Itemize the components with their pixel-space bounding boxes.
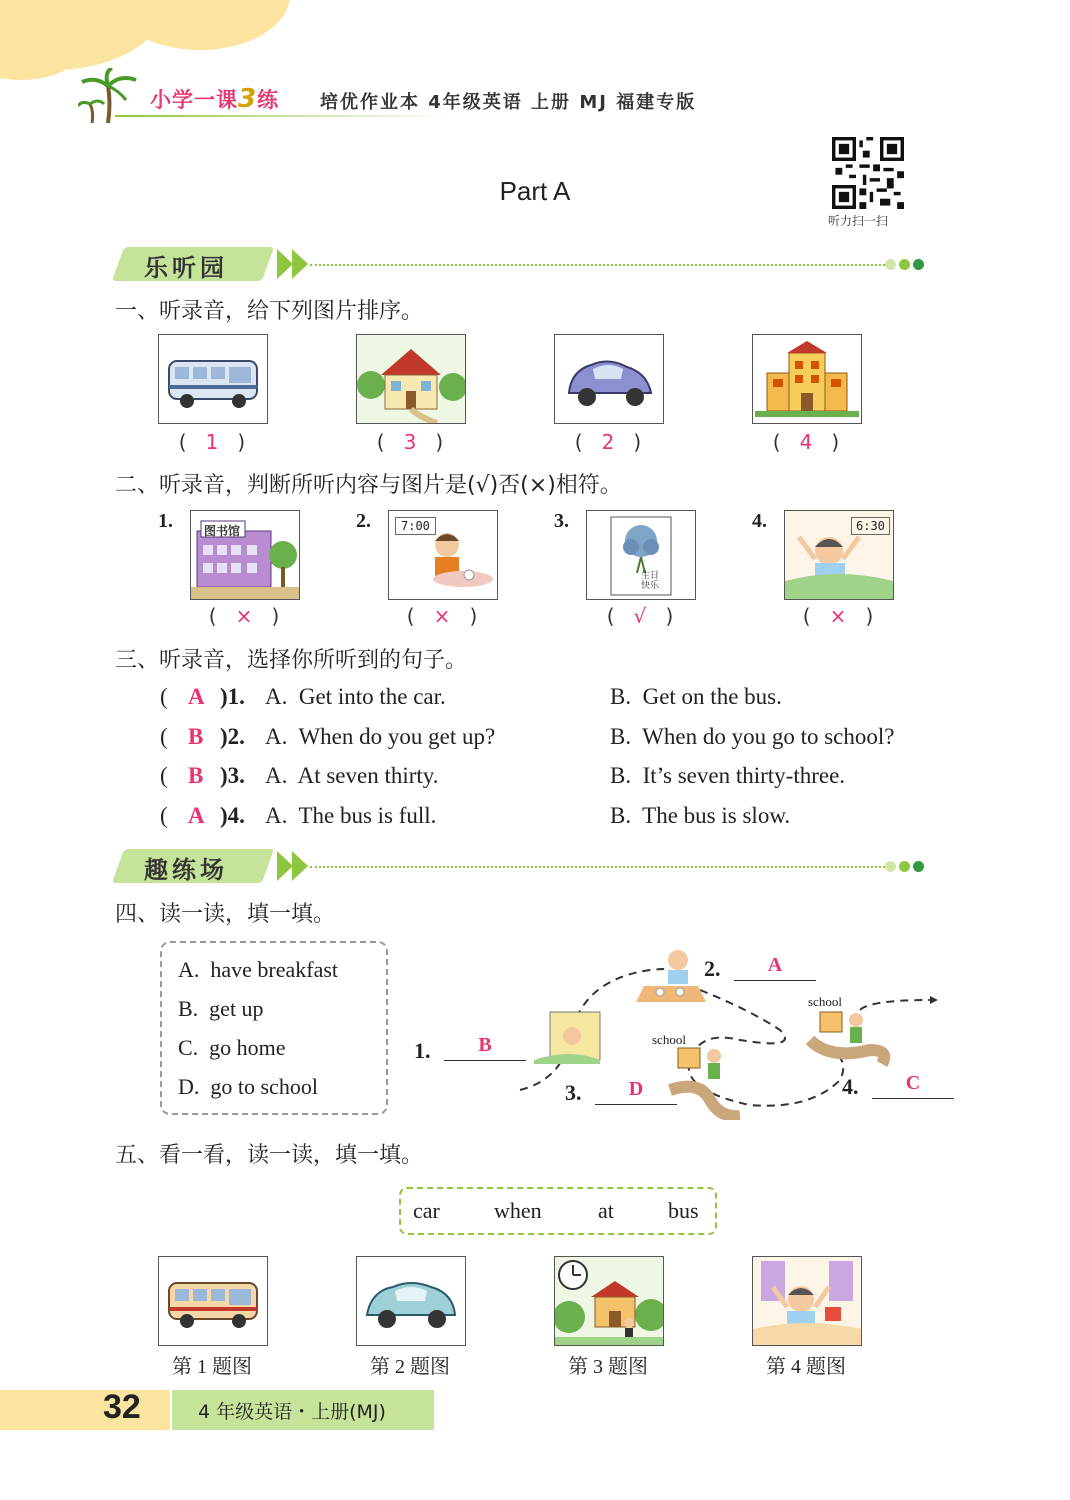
bus-picture bbox=[158, 1256, 268, 1346]
fill-blank[interactable]: A bbox=[734, 954, 816, 981]
dot-icon bbox=[885, 259, 896, 270]
question-1-heading: 一、听录音，给下列图片排序。 bbox=[115, 299, 424, 324]
bus-icon bbox=[159, 1257, 267, 1345]
car-icon bbox=[555, 335, 663, 423]
item-number: 1. bbox=[158, 510, 173, 532]
answer-paren[interactable]: ( × ) bbox=[208, 604, 280, 628]
library-sign: 图书馆 bbox=[204, 524, 241, 538]
word-bank bbox=[399, 1187, 717, 1235]
option-item: A. have breakfast bbox=[178, 957, 339, 982]
school-building-icon bbox=[753, 335, 861, 423]
section-banner-practice: 趣练场 bbox=[118, 849, 276, 883]
answer-paren[interactable]: ( 3 ) bbox=[376, 430, 444, 454]
school-scene-icon bbox=[670, 1048, 740, 1116]
option-item: D. go to school bbox=[178, 1074, 318, 1099]
dot-icon bbox=[885, 861, 896, 872]
dot-icon bbox=[899, 861, 910, 872]
answer-paren[interactable]: ( 2 ) bbox=[574, 430, 642, 454]
school-scene-icon bbox=[810, 1012, 884, 1064]
answer-paren[interactable]: ( √ ) bbox=[606, 604, 674, 628]
wake-up-picture bbox=[784, 510, 894, 600]
wake-up-scene-icon bbox=[534, 1012, 600, 1064]
school-label: school bbox=[808, 994, 842, 1009]
footer-book-title: 4 年级英语・上册(MJ) bbox=[198, 1401, 386, 1423]
fill-blank[interactable]: B bbox=[444, 1034, 526, 1061]
question-5-heading: 五、看一看，读一读，填一填。 bbox=[115, 1143, 424, 1168]
blank-number: 2. bbox=[704, 956, 721, 981]
option-a[interactable]: A. Get into the car. bbox=[265, 684, 446, 709]
school-label: school bbox=[652, 1032, 686, 1047]
choice-row: ( B )2. A. When do you get up? B. When do you go to school? bbox=[160, 724, 895, 749]
choice-row: ( A )4. A. The bus is full. B. The bus is slow. bbox=[160, 803, 791, 828]
brand-title: 小学一课3练 bbox=[150, 84, 280, 114]
blank-number: 4. bbox=[842, 1074, 859, 1099]
blank-number: 1. bbox=[414, 1038, 431, 1063]
option-b[interactable]: B. When do you go to school? bbox=[610, 724, 895, 749]
arrow-icon bbox=[277, 249, 293, 279]
word-item: at bbox=[598, 1198, 614, 1223]
divider bbox=[310, 866, 885, 868]
question-4-heading: 四、读一读，填一填。 bbox=[115, 902, 336, 927]
item-number: 4. bbox=[752, 510, 767, 532]
option-a[interactable]: A. When do you get up? bbox=[265, 724, 496, 749]
item-number: 3. bbox=[554, 510, 569, 532]
choice-answer[interactable]: A bbox=[188, 803, 205, 828]
picture-caption: 第 1 题图 bbox=[172, 1356, 252, 1378]
dot-icon bbox=[913, 861, 924, 872]
picture-caption: 第 3 题图 bbox=[568, 1356, 648, 1378]
choice-answer[interactable]: B bbox=[188, 763, 204, 788]
choice-answer[interactable]: B bbox=[188, 724, 204, 749]
school-clock-icon bbox=[555, 1257, 663, 1345]
question-3-heading: 三、听录音，选择你所听到的句子。 bbox=[115, 648, 468, 673]
page-title: Part A bbox=[499, 176, 571, 206]
divider bbox=[310, 264, 885, 266]
page-number: 32 bbox=[103, 1388, 141, 1426]
fill-blank[interactable]: C bbox=[872, 1072, 954, 1099]
picture-caption: 第 2 题图 bbox=[370, 1356, 450, 1378]
breakfast-scene-icon bbox=[636, 950, 706, 1002]
bus-icon bbox=[159, 335, 267, 423]
qr-code-icon[interactable] bbox=[832, 137, 904, 209]
blank-number: 3. bbox=[565, 1080, 582, 1105]
answer-paren[interactable]: ( × ) bbox=[406, 604, 478, 628]
options-box bbox=[160, 941, 388, 1115]
school-clock-picture bbox=[554, 1256, 664, 1346]
option-b[interactable]: B. It’s seven thirty-three. bbox=[610, 763, 846, 788]
answer-paren[interactable]: ( 4 ) bbox=[772, 430, 840, 454]
bus-picture bbox=[158, 334, 268, 424]
birthday-card-picture bbox=[586, 510, 696, 600]
option-b[interactable]: B. The bus is slow. bbox=[610, 803, 791, 828]
word-item: car bbox=[413, 1198, 440, 1223]
fill-blank[interactable]: D bbox=[595, 1078, 677, 1105]
breakfast-picture bbox=[388, 510, 498, 600]
choice-row: ( B )3. A. At seven thirty. B. It’s seven thirty-three. bbox=[160, 763, 846, 788]
question-2-heading: 二、听录音，判断所听内容与图片是(√)否(×)相符。 bbox=[115, 473, 622, 498]
choice-row: ( A )1. A. Get into the car. B. Get on the bus. bbox=[160, 684, 782, 709]
library-picture bbox=[190, 510, 300, 600]
answer-paren[interactable]: ( × ) bbox=[802, 604, 874, 628]
arrow-icon bbox=[277, 851, 293, 881]
option-a[interactable]: A. At seven thirty. bbox=[265, 763, 439, 788]
clock-display: 6:30 bbox=[851, 517, 890, 535]
book-subtitle: 培优作业本 4年级英语 上册 MJ 福建专版 bbox=[320, 92, 697, 113]
answer-paren[interactable]: ( 1 ) bbox=[178, 430, 246, 454]
option-item: B. get up bbox=[178, 996, 264, 1021]
arrow-icon bbox=[292, 249, 308, 279]
choice-answer[interactable]: A bbox=[188, 684, 205, 709]
option-b[interactable]: B. Get on the bus. bbox=[610, 684, 782, 709]
boy-waking-icon bbox=[753, 1257, 861, 1345]
qr-label: 听力扫一扫 bbox=[828, 214, 889, 228]
house-picture bbox=[356, 334, 466, 424]
dot-icon bbox=[913, 259, 924, 270]
school-picture bbox=[752, 334, 862, 424]
car-picture bbox=[554, 334, 664, 424]
car-picture bbox=[356, 1256, 466, 1346]
option-a[interactable]: A. The bus is full. bbox=[265, 803, 437, 828]
section-banner-listen: 乐听园 bbox=[118, 247, 276, 281]
dot-icon bbox=[899, 259, 910, 270]
option-item: C. go home bbox=[178, 1035, 286, 1060]
car-icon bbox=[357, 1257, 465, 1345]
word-item: when bbox=[494, 1198, 542, 1223]
house-icon bbox=[357, 335, 465, 423]
word-item: bus bbox=[668, 1198, 699, 1223]
item-number: 2. bbox=[356, 510, 371, 532]
arrow-icon bbox=[292, 851, 308, 881]
picture-caption: 第 4 题图 bbox=[766, 1356, 846, 1378]
wake-up-picture bbox=[752, 1256, 862, 1346]
header-underline bbox=[115, 115, 455, 117]
footer-page-background bbox=[0, 1390, 170, 1430]
clock-display: 7:00 bbox=[395, 517, 436, 535]
card-text: 生日快乐 bbox=[641, 571, 660, 591]
